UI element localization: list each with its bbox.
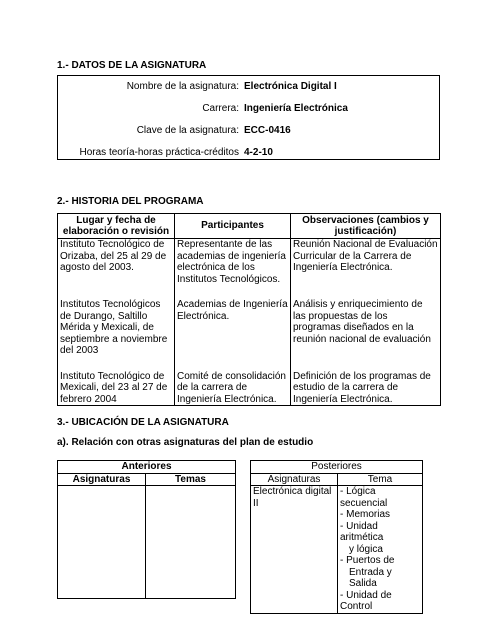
previous-subjects-table	[57, 460, 236, 599]
header-participants: Participantes	[175, 214, 291, 239]
table-row	[58, 371, 441, 406]
next-subjects-col: Asignaturas	[251, 473, 338, 486]
course-data-box	[57, 75, 440, 160]
cell-observations: Reunión Nacional de Evaluación Curricular de la Carrera de Ingeniería Electrónica.	[291, 239, 441, 286]
header-place-date: Lugar y fecha de elaboración o revisión	[58, 214, 175, 239]
next-subjects-table	[250, 460, 423, 614]
previous-header: Anteriores	[58, 461, 236, 474]
program-history-table	[57, 213, 441, 406]
career-label: Carrera:	[202, 103, 239, 114]
cell-participants: Academias de Ingeniería Electrónica.	[175, 299, 291, 357]
next-topics-cell	[338, 486, 423, 614]
section3-title: 3.- UBICACIÓN DE LA ASIGNATURA	[57, 417, 229, 428]
course-name-row	[58, 81, 439, 95]
course-key-label: Clave de la asignatura:	[136, 125, 239, 136]
header-observations: Observaciones (cambios y justificación)	[291, 214, 441, 239]
table-row	[58, 299, 441, 357]
section2-title: 2.- HISTORIA DEL PROGRAMA	[57, 196, 204, 207]
next-subject-cell: Electrónica digital II	[251, 486, 338, 614]
cell-participants: Representante de las academias de ingeniería electrónica de los Institutos Tecnológicos.	[175, 239, 291, 286]
hours-label: Horas teoría-horas práctica-créditos	[79, 147, 239, 158]
career-row	[58, 103, 439, 117]
course-name-label: Nombre de la asignatura:	[126, 81, 239, 92]
section3-subtitle: a). Relación con otras asignaturas del plan de estudio	[57, 437, 314, 448]
table-row	[58, 239, 441, 286]
previous-subjects-cell	[58, 486, 146, 599]
course-key-row	[58, 125, 439, 139]
table-header-row	[58, 214, 441, 239]
hours-value: 4-2-10	[244, 147, 273, 158]
section1-title: 1.- DATOS DE LA ASIGNATURA	[57, 60, 207, 71]
cell-place-date: Institutos Tecnológicos de Durango, Saltillo Mérida y Mexicali, de septiembre a noviembre del 2003	[58, 299, 175, 357]
previous-topics-cell	[146, 486, 236, 599]
topic-item: - Unidad aritmética	[340, 520, 384, 543]
topic-item: - Lógica secuencial	[340, 486, 388, 509]
table-spacer-row	[58, 285, 441, 299]
cell-place-date: Instituto Tecnológico de Mexicali, del 23 al 27 de febrero 2004	[58, 371, 175, 406]
next-header: Posteriores	[251, 461, 423, 474]
cell-place-date: Instituto Tecnológico de Orizaba, del 25 al 29 de agosto del 2003.	[58, 239, 175, 286]
topic-item: - Memorias	[340, 509, 391, 520]
previous-topics-col: Temas	[146, 473, 236, 486]
career-value: Ingeniería Electrónica	[244, 103, 348, 114]
next-topics-col: Tema	[338, 473, 423, 486]
previous-subjects-col: Asignaturas	[58, 473, 146, 486]
course-key-value: ECC-0416	[244, 125, 291, 136]
cell-observations: Análisis y enriquecimiento de las propuestas de los programas diseñados en la reunión nacional de evaluación	[291, 299, 441, 357]
cell-observations: Definición de los programas de estudio de la carrera de Ingeniería Electrónica.	[291, 371, 441, 406]
cell-participants: Comité de consolidación de la carrera de Ingeniería Electrónica.	[175, 371, 291, 406]
topic-item: Entrada y Salida	[349, 566, 392, 589]
topic-item: - Puertos de	[340, 555, 395, 566]
topic-item: - Unidad de Control	[340, 589, 392, 612]
course-name-value: Electrónica Digital I	[244, 81, 337, 92]
hours-row	[58, 147, 439, 161]
table-spacer-row	[58, 357, 441, 371]
topic-item: y lógica	[349, 543, 383, 555]
